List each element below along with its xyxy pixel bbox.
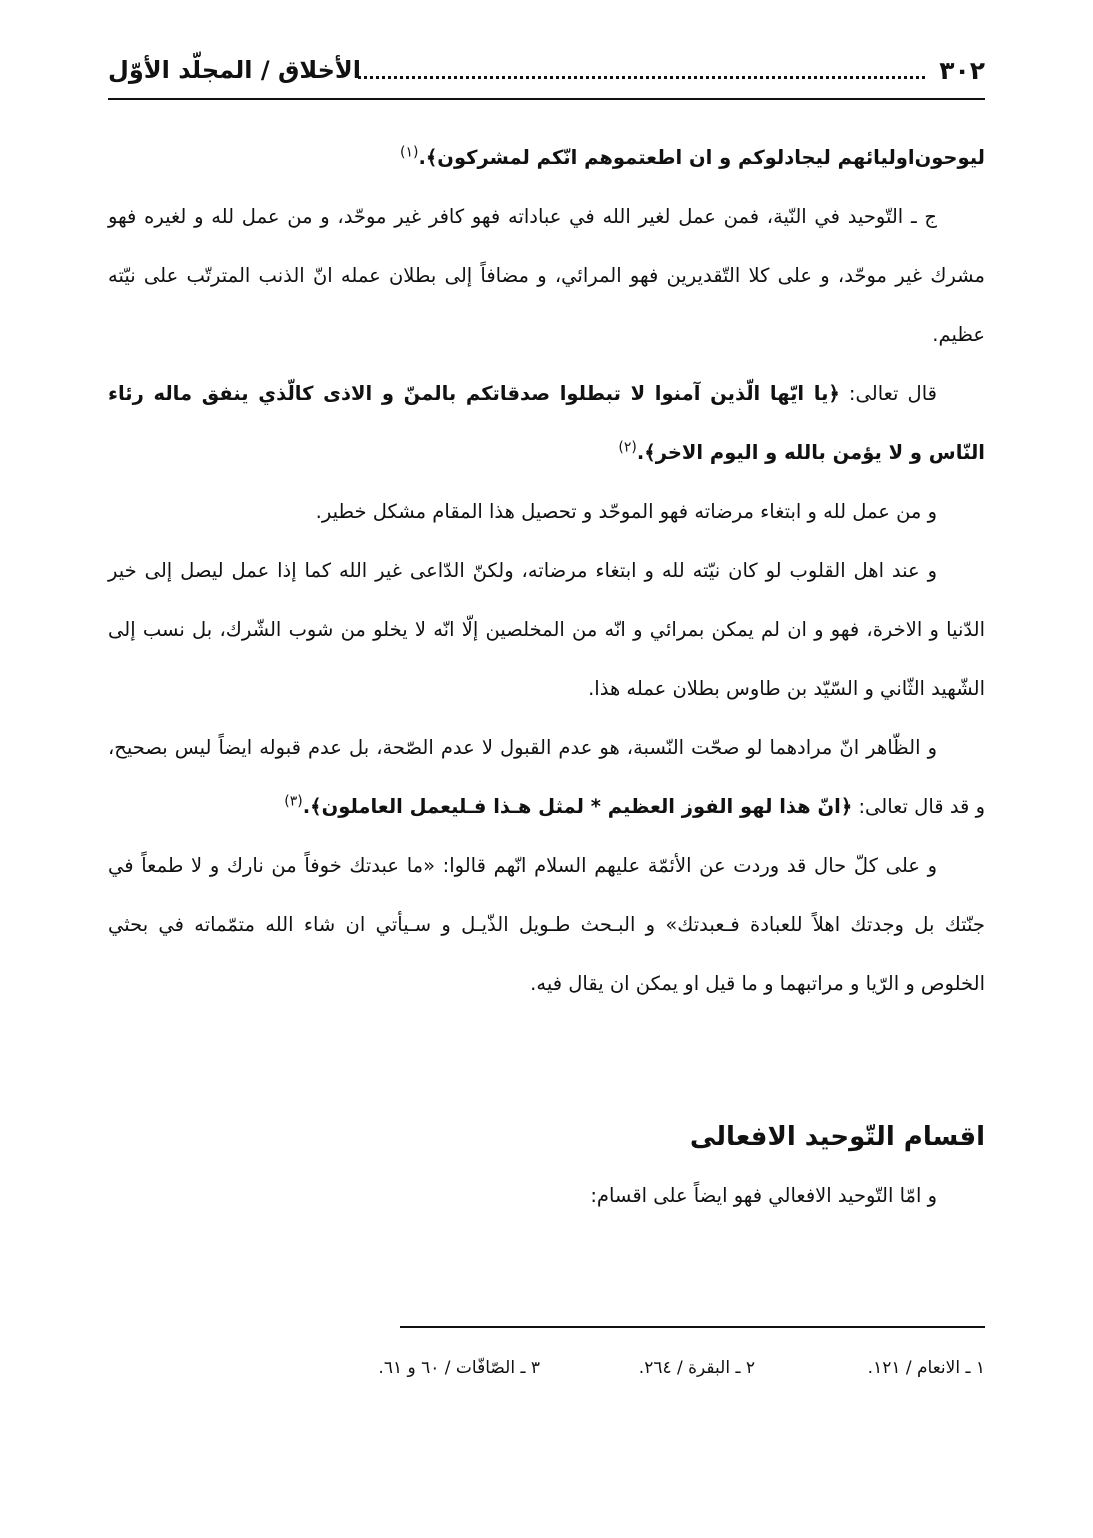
paragraph bbox=[108, 187, 985, 364]
body-text bbox=[108, 128, 985, 1013]
paragraph-text: و من عمل لله و ابتغاء مرضاته فهو الموحّد و تحصيل هذا المقام مشكل خطير. bbox=[315, 500, 937, 523]
footnote-ref: (٣) bbox=[284, 793, 303, 810]
section-intro: و امّا التّوحيد الافعالي فهو ايضاً على اقسام: bbox=[590, 1184, 937, 1207]
quran-quote: ليوحون‌اوليائهم ليجادلوكم و ان اطعتموهم انّكم لمشركون﴾. bbox=[418, 146, 985, 169]
page-header bbox=[108, 54, 985, 100]
footnote-ref: (١) bbox=[400, 144, 419, 161]
running-title: الأخلاق / المجلّد الأوّل bbox=[108, 56, 362, 84]
paragraph-text: و عند اهل القلوب لو كان نيّته لله و ابتغاء مرضاته، ولكنّ الدّاعى غير الله كما إذا عمل ليصل إلى خير الدّنيا و الاخرة، فهو و ان لم يمكن بمرائي و انّه من المخلصين إلّا انّه لا يخلو من شوب الشّرك، بل نسب إلى الشّهيد الثّاني و السّيّد بن طاوس بطلان عمله هذا. bbox=[108, 559, 985, 700]
paragraph-text: قال تعالى: bbox=[839, 382, 937, 405]
paragraph bbox=[108, 718, 985, 836]
quran-quote: ﴿يا ايّها الّذين آمنوا لا تبطلوا صدقاتكم بالمنّ و الاذى كالّذي ينفق ماله رئاء النّاس و لا يؤمن بالله و اليوم الاخر﴾. bbox=[108, 382, 985, 464]
quran-quote: ﴿انّ هذا لهو الفوز العظيم * لمثل هـذا فـليعمل العاملون﴾. bbox=[302, 795, 853, 818]
header-leader-dots bbox=[358, 76, 925, 79]
paragraph bbox=[108, 836, 985, 1013]
footnote-3: ٣ ـ الصّافّات / ٦٠ و ٦١. bbox=[378, 1358, 540, 1378]
paragraph-text: و الظّاهر انّ مرادهما لو صحّت النّسبة، هو عدم القبول لا عدم الصّحة، بل عدم قبوله ايضاً ليس بصحيح، و قد قال تعالى: bbox=[108, 736, 985, 818]
paragraph-text: و على كلّ حال قد وردت عن الأئمّة عليهم السلام انّهم قالوا: «ما عبدتك خوفاً من نارك و لا طمعاً في جنّتك بل وجدتك اهلاً للعبادة فـعبدتك» و البـحث طـويل الذّيـل و سـيأتي ان شاء الله متمّماته في بحثي الخلوص و الرّيا و مراتبهما و ما قيل او يمكن ان يقال فيه. bbox=[108, 854, 985, 995]
footnote-1: ١ ـ الانعام / ١٢١. bbox=[867, 1358, 985, 1378]
footnote-divider bbox=[400, 1326, 985, 1328]
paragraph bbox=[108, 541, 985, 718]
page-number: ٣٠٢ bbox=[939, 56, 985, 85]
footnote-2: ٢ ـ البقرة / ٢٦٤. bbox=[638, 1358, 755, 1378]
footnote-ref: (٢) bbox=[618, 439, 637, 456]
paragraph bbox=[108, 482, 985, 541]
paragraph bbox=[108, 128, 985, 187]
section-heading: اقسام التّوحيد الافعالى bbox=[689, 1122, 985, 1152]
paragraph-text: ج ـ التّوحيد في النّية، فمن عمل لغير الله في عباداته فهو كافر غير موحّد، و من عمل لله و لغيره فهو مشرك غير موحّد، و على كلا التّقديرين فهو المرائي، و مضافاً إلى بطلان عمله انّ الذنب المترتّب على نيّته عظيم. bbox=[108, 205, 985, 346]
paragraph bbox=[108, 364, 985, 482]
